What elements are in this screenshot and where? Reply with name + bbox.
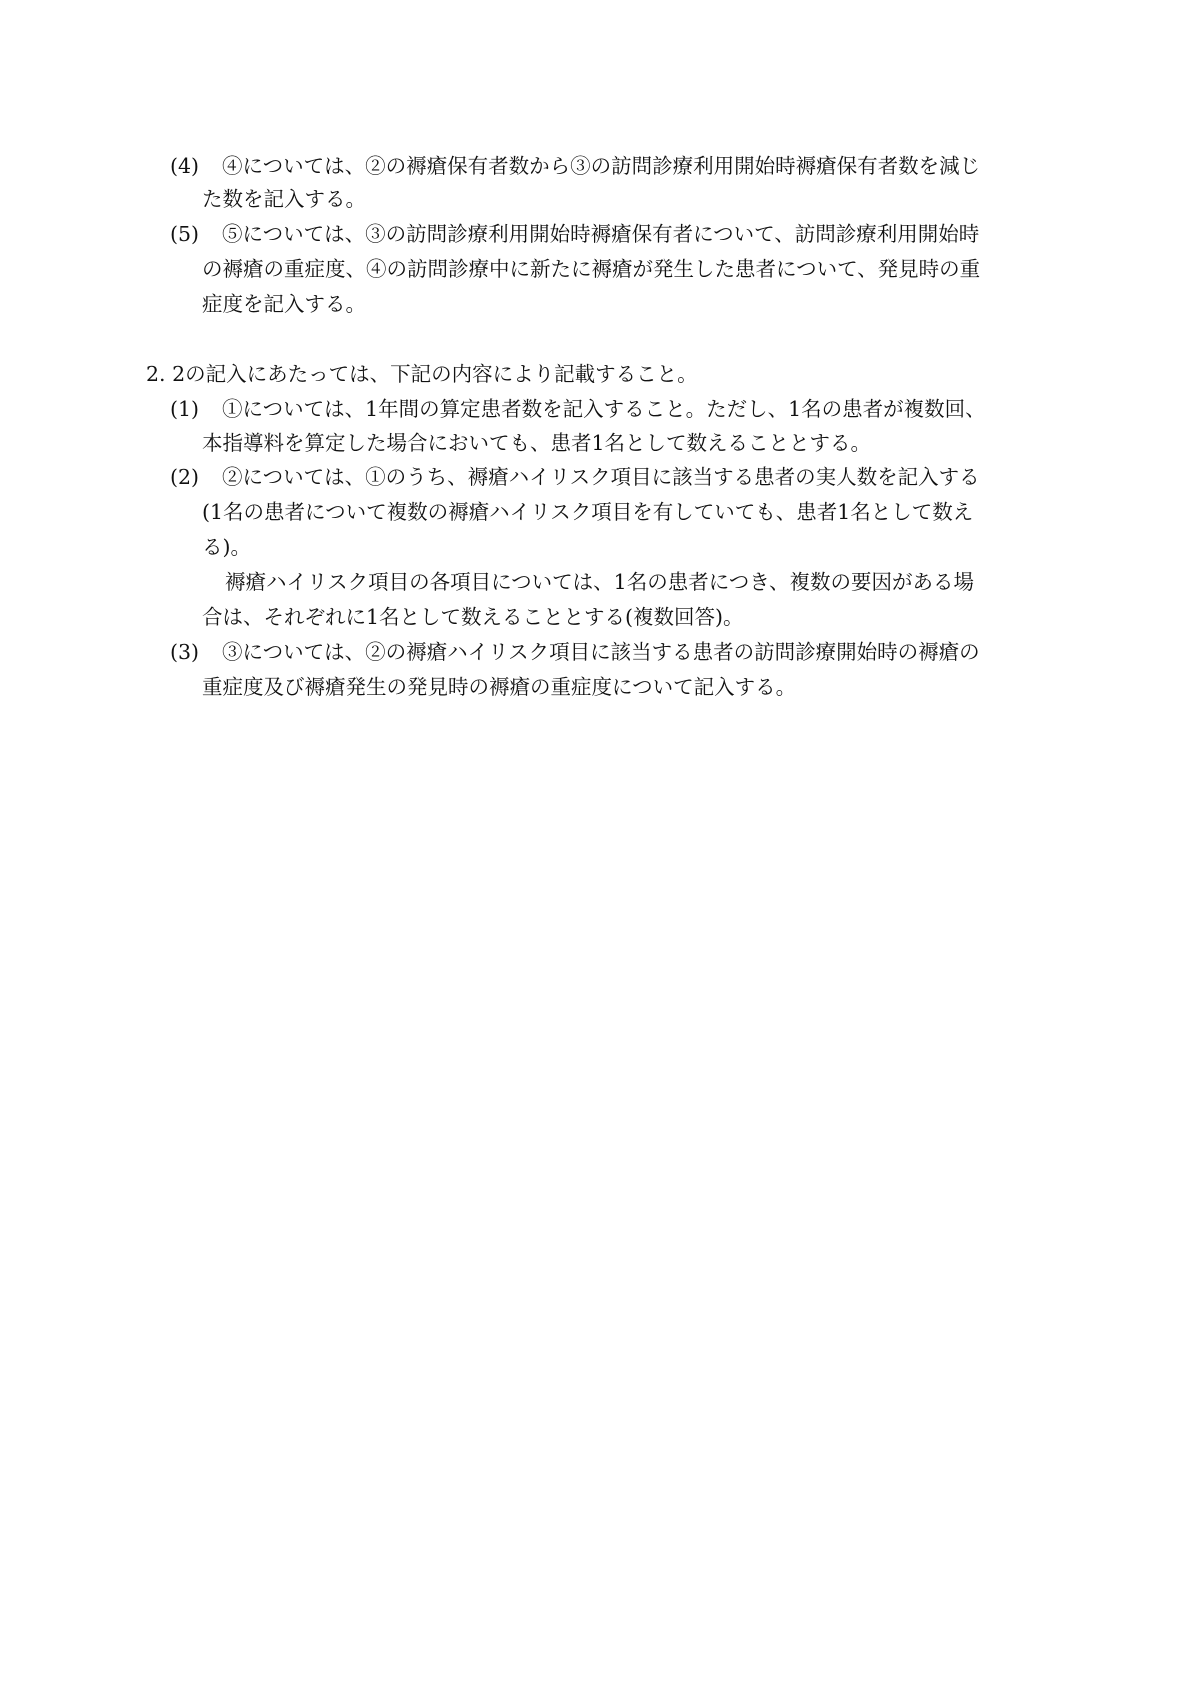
s2-item-3-text-line-2: 重症度及び褥瘡発生の発見時の褥瘡の重症度について記入する。	[202, 675, 797, 699]
item-5-text-line-3: 症度を記入する。	[202, 292, 366, 316]
item-4-text-line-2: た数を記入する。	[202, 187, 366, 211]
item-5-number: (5)	[170, 222, 200, 246]
s2-item-1-text-line-1: ①については、1年間の算定患者数を記入すること。ただし、1名の患者が複数回、	[222, 397, 986, 421]
s2-item-1-text-line-2: 本指導料を算定した場合においても、患者1名として数えることとする。	[202, 431, 872, 455]
s2-item-2-text-line-1: ②については、①のうち、褥瘡ハイリスク項目に該当する患者の実人数を記入する	[222, 465, 980, 489]
item-5-text-line-1: ⑤については、③の訪問診療利用開始時褥瘡保有者について、訪問診療利用開始時	[222, 222, 980, 246]
s2-item-3-text-line-1: ③については、②の褥瘡ハイリスク項目に該当する患者の訪問診療開始時の褥瘡の	[222, 640, 980, 664]
s2-item-1-first-line	[170, 395, 986, 423]
s2-item-1-number: (1)	[170, 397, 200, 421]
s2-item-2-text-line-2: (1名の患者について複数の褥瘡ハイリスク項目を有していても、患者1名として数え	[202, 500, 974, 524]
item-4-number: (4)	[170, 154, 200, 178]
s2-item-3-first-line	[170, 638, 980, 666]
s2-item-2-text-line-4: 褥瘡ハイリスク項目の各項目については、1名の患者につき、複数の要因がある場	[225, 570, 974, 594]
section-2-heading: 2. 2の記入にあたっては、下記の内容により記載すること。	[146, 362, 698, 386]
item-4-first-line	[170, 152, 980, 180]
item-5-first-line	[170, 220, 979, 248]
item-5-text-line-2: の褥瘡の重症度、④の訪問診療中に新たに褥瘡が発生した患者について、発見時の重	[202, 257, 981, 281]
s2-item-2-number: (2)	[170, 465, 200, 489]
s2-item-2-first-line	[170, 463, 980, 491]
item-4-text-line-1: ④については、②の褥瘡保有者数から③の訪問診療利用開始時褥瘡保有者数を減じ	[222, 154, 981, 178]
s2-item-2-text-line-5: 合は、それぞれに1名として数えることとする(複数回答)。	[202, 605, 744, 629]
s2-item-3-number: (3)	[170, 640, 200, 664]
s2-item-2-text-line-3: る)。	[202, 535, 251, 559]
